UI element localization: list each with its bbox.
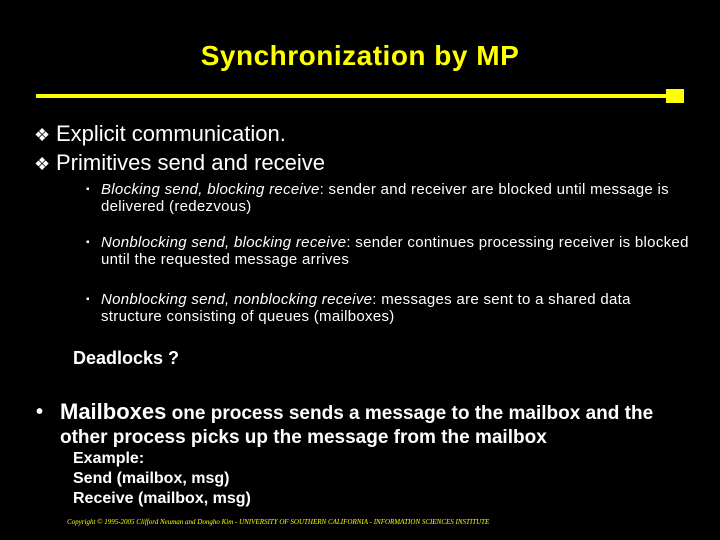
bullet-explicit-communication xyxy=(34,121,286,148)
diamond-bullet-icon: ❖ xyxy=(34,154,51,174)
sub-bullet-text xyxy=(101,234,696,268)
sub-bullet-text xyxy=(101,181,696,215)
square-bullet-icon: ▪ xyxy=(86,294,90,305)
sub-bullet-blocking xyxy=(86,181,696,215)
sub-bullet-term: Nonblocking send, nonblocking receive xyxy=(101,291,373,308)
example-block xyxy=(73,449,251,509)
example-send: Send (mailbox, msg) xyxy=(73,470,230,487)
mailboxes-heading: Mailboxes xyxy=(60,399,167,424)
sub-bullet-desc: : sender continues processing receiver is blocked until the requested message arrives xyxy=(101,234,689,268)
example-receive: Receive (mailbox, msg) xyxy=(73,490,251,507)
example-label: Example: xyxy=(73,450,145,467)
bullet-primitives xyxy=(34,150,325,177)
bullet-mailboxes xyxy=(36,400,696,450)
sub-bullet-desc: : sender and receiver are blocked until message is delivered (redezvous) xyxy=(101,181,669,215)
diamond-bullet-icon: ❖ xyxy=(34,125,51,145)
title-underline-end-block xyxy=(666,89,684,103)
sub-bullet-nonblocking-nonblocking xyxy=(86,291,696,325)
bullet-text: Explicit communication. xyxy=(56,121,286,146)
deadlocks-question: Deadlocks ? xyxy=(73,348,180,368)
bullet-text: Primitives send and receive xyxy=(56,150,326,175)
sub-bullet-nonblocking-blocking xyxy=(86,234,696,268)
square-bullet-icon: ▪ xyxy=(86,184,90,195)
square-bullet-icon: ▪ xyxy=(86,237,90,248)
sub-bullet-term: Blocking send, blocking receive xyxy=(101,181,320,198)
sub-bullet-desc: : messages are sent to a shared data structure consisting of queues (mailboxes) xyxy=(101,291,631,325)
sub-bullet-text xyxy=(101,291,696,325)
mailboxes-text xyxy=(60,400,696,450)
copyright-footer: Copyright © 1995-2005 Clifford Neuman and Dongho Kim - UNIVERSITY OF SOUTHERN CALIFORNIA - INFORMATION SCIENCES INSTITUTE xyxy=(67,518,490,526)
mailboxes-desc: one process sends a message to the mailbox and the other process picks up the message from the mailbox xyxy=(60,403,654,448)
title-underline xyxy=(36,94,668,98)
round-bullet-icon: • xyxy=(36,401,44,423)
sub-bullet-term: Nonblocking send, blocking receive xyxy=(101,234,347,251)
slide-title: Synchronization by MP xyxy=(200,40,520,71)
